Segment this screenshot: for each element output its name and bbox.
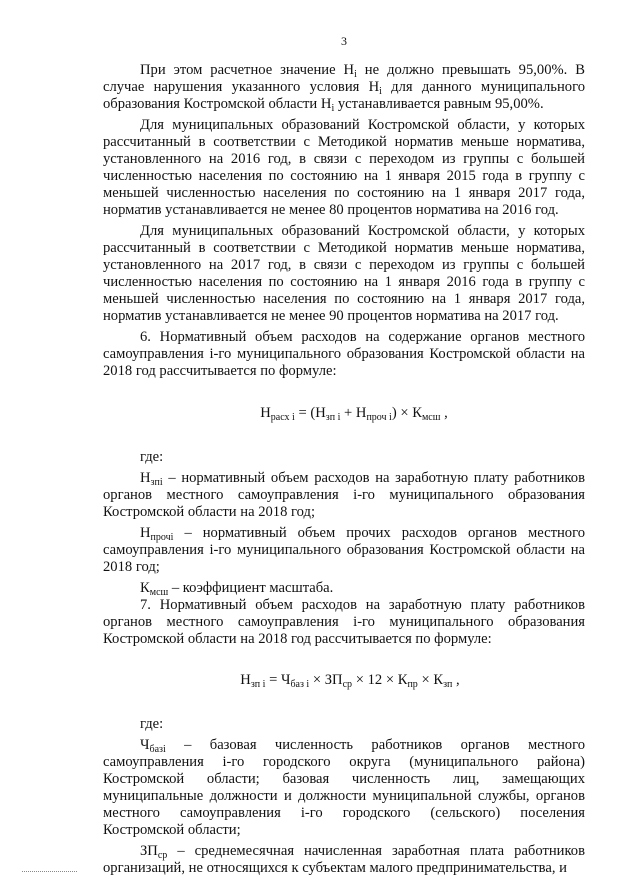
definition-item: $ЗП_{ср}$ – среднемесячная начисленная заработная плата работников организаций, не относящихся к субъектам малого предпринимательства, и [103, 843, 585, 876]
paragraph-item-6: 6. Нормативный объем расходов на содержание органов местного самоуправления i-го муниципального образования Костромской области на 2018 год рассчитывается по формуле: [103, 329, 585, 379]
footer-dotted-line [22, 871, 77, 873]
definition-item: $К_{мсш}$ – коэффициент масштаба. [140, 580, 334, 598]
paragraph-item-7: 7. Нормативный объем расходов на заработную плату работников органов местного самоуправления i-го муниципального образования Костромской области на 2018 год рассчитывается по формуле: [103, 597, 585, 647]
document-body [103, 62, 585, 877]
definition-item: $Ч_{базi}$ – базовая численность работников органов местного самоуправления i-го городского округа (муниципального района) Костромской области; базовая численность лиц, замещающих муниципальные должности и должности муниципальной службы, органов местного самоуправления i-го городского (сельского) поселения Костромской области; [103, 737, 585, 838]
definition-item: $Н_{зпi}$ – нормативный объем расходов на заработную плату работников органов местного самоуправления i-го муниципального образования Костромской области на 2018 год; [103, 470, 585, 520]
paragraph-2017-norm: Для муниципальных образований Костромской области, у которых рассчитанный в соответствии с Методикой норматив меньше норматива, установленного на 2017 год, в связи с переходом из группы с большей численностью населения по состоянию на 1 января 2016 года в группу с меньшей численностью населения по состоянию на 1 января 2017 года, норматив устанавливается не менее 90 процентов норматива на 2017 год. [103, 223, 585, 324]
where-label: где: [140, 716, 164, 732]
page-number: 3 [341, 34, 347, 48]
formula-salary: $Н_{зп i} = Ч_{баз i} \times ЗП_{ср} \times 12 \times К_{пр} \times К_{зп}$ , [240, 672, 460, 690]
paragraph-limit: При этом расчетное значение $Н_i$ не должно превышать 95,00%. В случае нарушения указанного условия $Н_i$ для данного муниципального образования Костромской области $Н_i$ устанавливается равным 95,00%. [103, 62, 585, 114]
definition-item: $Н_{прочi}$ – нормативный объем прочих расходов органов местного самоуправления i-го муниципального образования Костромской области на 2018 год; [103, 525, 585, 575]
document-page [103, 0, 585, 889]
where-label: где: [140, 449, 164, 465]
paragraph-2016-norm: Для муниципальных образований Костромской области, у которых рассчитанный в соответствии с Методикой норматив меньше норматива, установленного на 2016 год, в связи с переходом из группы с большей численностью населения по состоянию на 1 января 2015 года в группу с меньшей численностью населения по состоянию на 1 января 2017 года, норматив устанавливается не менее 80 процентов норматива на 2016 год. [103, 117, 585, 218]
formula-expenses: $Н_{расх i} = (Н_{зп i} + Н_{проч i}) \times К_{мсш}$ , [260, 405, 448, 423]
